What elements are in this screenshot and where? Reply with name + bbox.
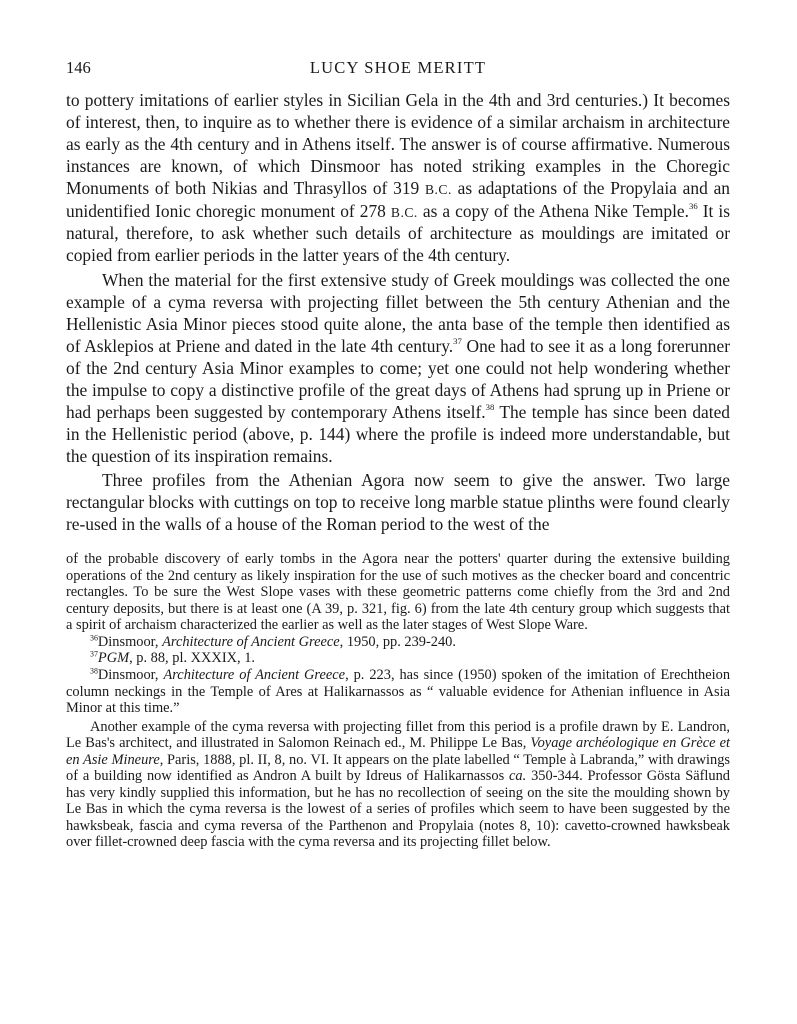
footnote-ref-36[interactable]: 36 — [688, 200, 698, 211]
footnote-ref-38[interactable]: 38 — [485, 401, 495, 412]
era-abbrev: B.C. — [425, 181, 452, 197]
page — [66, 54, 730, 851]
running-header — [66, 54, 730, 80]
circa-abbrev: ca. — [509, 768, 527, 785]
main-text — [66, 90, 730, 536]
page-number: 146 — [66, 58, 91, 77]
book-title: Architecture of Ancient Greece — [163, 666, 346, 683]
era-abbrev: B.C. — [390, 204, 418, 220]
paragraph-3: Three profiles from the Athenian Agora now seem to give the answer. Two large rectangular blocks with cuttings on top to receive long marble statue plinths were found clearly re-used in the walls of a house of the Roman period to the west of the — [66, 470, 730, 535]
paragraph-1: to pottery imitations of earlier styles in Sicilian Gela in the 4th and 3rd centuries.) It becomes of interest, then, to inquire as to whether there is evidence of a similar archaism in architecture as early as the 4th century and in Athens itself. The answer is of course affirmative. Numerous instances are known, of which Dinsmoor has noted striking examples in the Choregic Monuments of both Nikias and Thrasyllos of 319 B.C. as adaptations of the Propylaia and an unidentified Ionic choregic monument of 278 B.C. as a copy of the Athena Nike Temple.$^{36}$ It is natural, therefore, to ask whether such details of architecture as mouldings are imitated or copied from earlier periods in the latter years of the 4th century. — [66, 90, 730, 266]
footnote-37: $^{37}$PGM, p. 88, pl. XXXIX, 1. — [90, 649, 255, 667]
paragraph-2: When the material for the first extensive study of Greek mouldings was collected the one example of a cyma reversa with projecting fillet between the 5th century Athenian and the Hellenistic Asia Minor pieces stood quite alone, the anta base of the temple then identified as of Asklepios at Priene and dated in the late 4th century.$^{37}$ One had to see it as a long forerunner of the 2nd century Asia Minor examples to come; yet one could not help wondering whether the impulse to copy a distinctive profile of the great days of Athens had sprung up in Priene or had perhaps been suggested by contemporary Athens itself.$^{38}$ The temple has since been dated in the Hellenistic period (above, p. 144) where the profile is indeed more understandable, but the question of its inspiration remains. — [66, 270, 730, 466]
book-title: Architecture of Ancient Greece — [162, 633, 340, 650]
book-title: Voyage archéologique en Grèce et en Asie Mineure — [66, 735, 730, 768]
running-title: LUCY SHOE MERITT — [309, 58, 487, 77]
footnote-36: $^{36}$Dinsmoor, Architecture of Ancient Greece, 1950, pp. 239-240. — [90, 633, 456, 650]
book-title: PGM — [97, 650, 130, 667]
footnotes — [66, 551, 730, 851]
footnote-ref-37[interactable]: 37 — [453, 336, 462, 347]
footnote-38: $^{38}$Dinsmoor, Architecture of Ancient Greece, p. 223, has since (1950) spoken of the imitation of Erechtheion column neckings in the Temple of Ares at Halikarnassos as “ valuable evidence for Athenian influence in Asia Minor at this time.” — [66, 666, 731, 717]
footnote-continuation: of the probable discovery of early tombs in the Agora near the potters' quarter during the extensive building operations of the 2nd century as likely inspiration for the use of such motives as the checker board and concentric rectangles. To be sure the West Slope vases with these geometric patterns come chiefly from the 3rd and 2nd century deposits, but there is at least one (A 39, p. 321, fig. 6) from the late 4th century group which suggests that a spirit of archaism characterized the earlier as well as the later stages of West Slope Ware. — [66, 551, 730, 634]
footnote-additional-paragraph: Another example of the cyma reversa with projecting fillet from this period is a profile drawn by E. Landron, Le Bas's architect, and illustrated in Salomon Reinach ed., M. Philippe Le Bas, Voyage archéologique en Grèce et en Asie Mineure, Paris, 1888, pl. II, 8, no. VI. It appears on the plate labelled “ Temple à Labranda,” with drawings of a building now identified as Andron A built by Idreus of Halikarnassos ca. 350-344. Professor Gösta Säflund has very kindly supplied this information, but he has no recollection of seeing on the site the moulding shown by Le Bas in which the cyma reversa is the lowest of a series of profiles which seem to have been suggested by the hawksbeak, fascia and cyma reversa of the Parthenon and Propylaia (notes 8, 10): cavetto-crowned hawksbeak over fillet-crowned deep fascia with the cyma reversa and its projecting fillet below. — [66, 718, 730, 851]
